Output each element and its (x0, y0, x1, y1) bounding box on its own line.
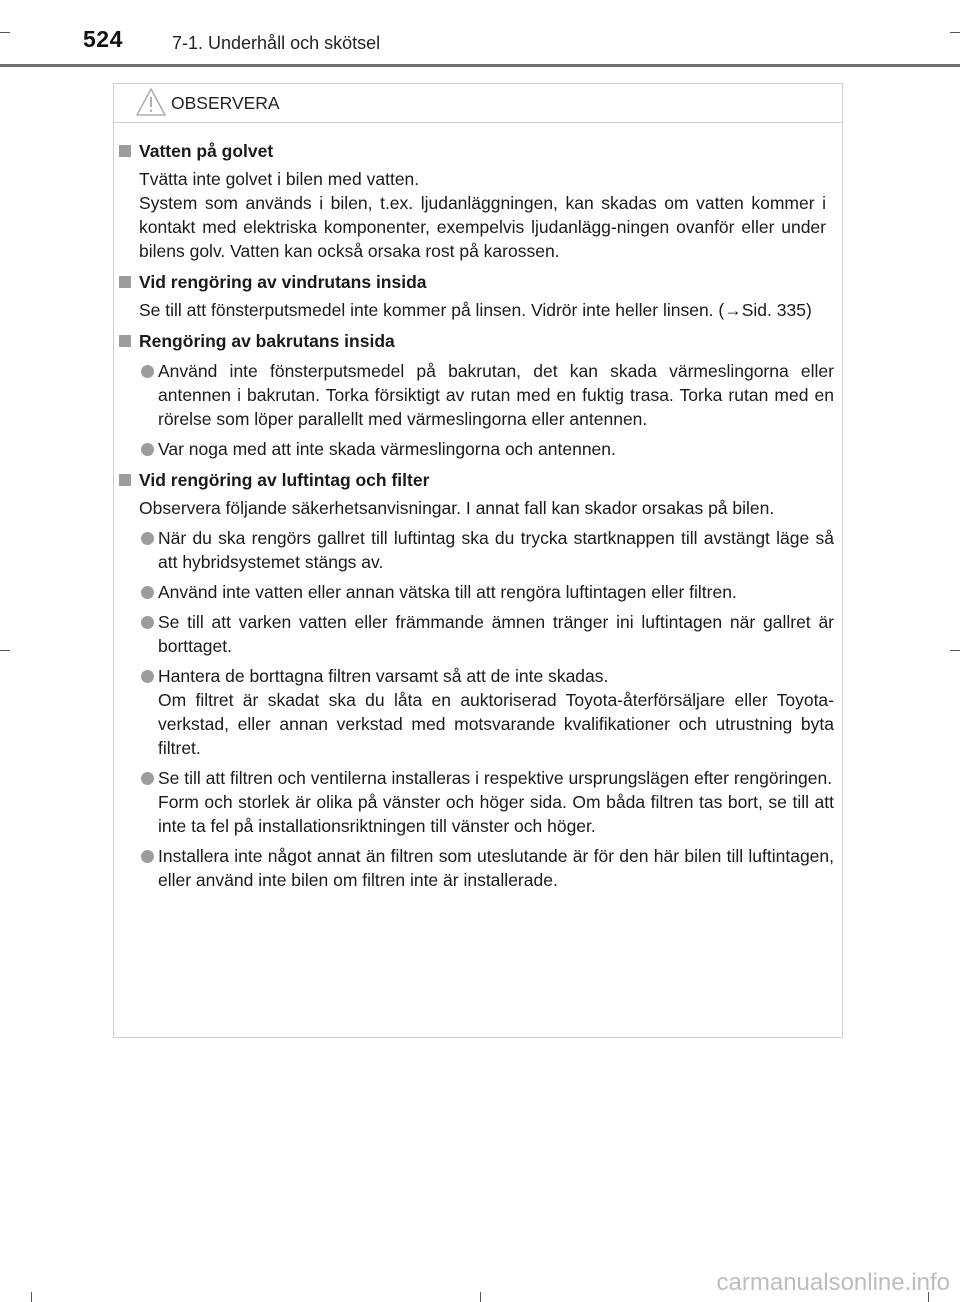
warning-box-header (114, 84, 842, 123)
list-item (114, 526, 842, 574)
section-heading-text: Vid rengöring av vindrutans insida (139, 272, 427, 292)
list-item-text: När du ska rengörs gallret till luftintag ska du trycka startknappen till avstängt läge så att hybridsystemet stängs av. (158, 528, 834, 572)
page-number: 524 (83, 26, 123, 52)
square-bullet-icon (119, 276, 131, 288)
round-bullet-icon (141, 616, 154, 629)
section-title: 7-1. Underhåll och skötsel (172, 33, 381, 53)
round-bullet-icon (141, 772, 154, 785)
round-bullet-icon (141, 670, 154, 683)
page-header (0, 0, 960, 66)
list-item-text: Se till att varken vatten eller främmande ämnen tränger ini luftintagen när gallret är borttaget. (158, 612, 834, 656)
list-item (114, 844, 842, 892)
list-item (114, 610, 842, 658)
round-bullet-icon (141, 443, 154, 456)
paragraph: Se till att fönsterputsmedel inte kommer på linsen. Vidrör inte heller linsen. (→Sid. 335) (139, 300, 812, 320)
crop-mark (950, 650, 960, 651)
section-heading (114, 468, 842, 492)
section-air-intake (114, 468, 842, 892)
list-item-text: Se till att filtren och ventilerna installeras i respektive ursprungslägen efter rengöringen. Form och storlek är olika på vänster och höger sida. Om båda filtren tas bort, se till att inte ta fel på installationsriktningen till vänster och höger. (158, 768, 834, 836)
warning-title: OBSERVERA (171, 93, 280, 113)
section-heading-text: Rengöring av bakrutans insida (139, 331, 395, 351)
section-heading-text: Vatten på golvet (139, 141, 274, 161)
section-water-floor (114, 139, 842, 263)
list-item (114, 664, 842, 760)
crop-mark (480, 1292, 481, 1302)
list-item-text: Använd inte vatten eller annan vätska till att rengöra luftintagen eller filtren. (158, 582, 737, 602)
square-bullet-icon (119, 145, 131, 157)
list-item (114, 580, 842, 604)
square-bullet-icon (119, 335, 131, 347)
square-bullet-icon (119, 474, 131, 486)
round-bullet-icon (141, 850, 154, 863)
watermark: carmanualsonline.info (716, 1269, 950, 1296)
warning-triangle-icon (135, 87, 167, 117)
section-rear-window (114, 329, 842, 461)
section-heading (114, 329, 842, 353)
round-bullet-icon (141, 532, 154, 545)
list-item-text: Använd inte fönsterputsmedel på bakrutan, det kan skada värmeslingorna eller antennen i bakrutan. Torka försiktigt av rutan med en fuktig trasa. Torka rutan med en rörelse som löper parallellt med värmeslingorna eller antennen. (158, 361, 834, 429)
section-heading (114, 270, 842, 294)
paragraph: Tvätta inte golvet i bilen med vatten. System som används i bilen, t.ex. ljudanläggningen, kan skadas om vatten kommer i kontakt med elektriska komponenter, exempelvis ljudanlägg-ningen ovanför eller under bilens golv. Vatten kan också orsaka rost på karossen. (139, 169, 826, 261)
round-bullet-icon (141, 586, 154, 599)
section-windshield (114, 270, 842, 322)
header-rule (0, 64, 960, 67)
list-item-text: Var noga med att inte skada värmeslingorna och antennen. (158, 439, 616, 459)
list-item-text: Installera inte något annat än filtren som uteslutande är för den här bilen till luftintagen, eller använd inte bilen om filtren inte är installerade. (158, 846, 834, 890)
section-heading (114, 139, 842, 163)
list-item (114, 766, 842, 838)
round-bullet-icon (141, 365, 154, 378)
paragraph: Observera följande säkerhetsanvisningar. I annat fall kan skador orsakas på bilen. (139, 498, 775, 518)
crop-mark (31, 1292, 32, 1302)
crop-mark (0, 650, 10, 651)
list-item (114, 437, 842, 461)
list-item (114, 359, 842, 431)
warning-content (114, 139, 842, 899)
warning-box (113, 83, 843, 1038)
list-item-text: Hantera de borttagna filtren varsamt så att de inte skadas. Om filtret är skadat ska du låta en auktoriserad Toyota-återförsäljare eller Toyota-verkstad, eller annan verkstad med motsvarande kvalifikationer och utrustning byta filtret. (158, 666, 834, 758)
section-heading-text: Vid rengöring av luftintag och filter (139, 470, 430, 490)
